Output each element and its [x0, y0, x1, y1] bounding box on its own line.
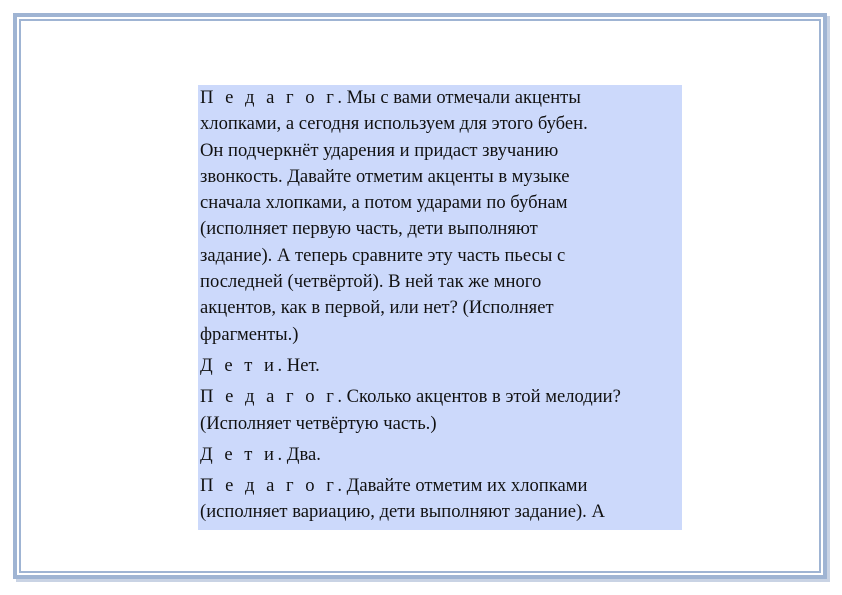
line-text: . Давайте отметим их хлопками	[337, 475, 588, 497]
text-line	[200, 85, 682, 111]
line-text: . Нет.	[277, 354, 320, 376]
text-line: звонкость. Давайте отметим акценты в музыке	[200, 165, 570, 187]
text-line: задание). А теперь сравните эту часть пьесы с	[200, 244, 566, 266]
line-text: . Сколько акцентов в этой мелодии?	[337, 386, 621, 408]
text-line: (исполняет вариацию, дети выполняют задание). А	[200, 501, 605, 523]
paragraph-teacher	[198, 473, 682, 530]
text-line: акцентов, как в первой, или нет? (Исполняет	[200, 297, 554, 319]
text-line: хлопками, а сегодня используем для этого бубен.	[200, 113, 588, 135]
paragraph-children	[198, 442, 682, 473]
paragraph-teacher	[198, 384, 682, 442]
text-line	[200, 473, 682, 499]
speaker-label: П е д а г о г	[200, 475, 338, 497]
text-line: (исполняет первую часть, дети выполняют	[200, 218, 538, 240]
text-line: сначала хлопками, а потом ударами по бубнам	[200, 192, 568, 214]
text-block	[198, 85, 682, 530]
text-line: Он подчеркнёт ударения и придаст звучанию	[200, 139, 559, 161]
paragraph-children	[198, 353, 682, 384]
speaker-label: П е д а г о г	[200, 386, 338, 408]
line-text: . Два.	[277, 443, 321, 465]
text-line	[200, 353, 682, 379]
text-line: фрагменты.)	[200, 323, 299, 345]
line-text: . Мы с вами отмечали акценты	[337, 87, 581, 108]
text-line	[200, 442, 682, 468]
speaker-label: Д е т и	[200, 443, 278, 465]
speaker-label: П е д а г о г	[200, 87, 338, 108]
text-line	[200, 384, 682, 410]
text-line: последней (четвёртой). В ней так же много	[200, 271, 542, 293]
text-line: (Исполняет четвёртую часть.)	[200, 412, 437, 434]
speaker-label: Д е т и	[200, 354, 278, 376]
paragraph-teacher	[198, 85, 682, 353]
